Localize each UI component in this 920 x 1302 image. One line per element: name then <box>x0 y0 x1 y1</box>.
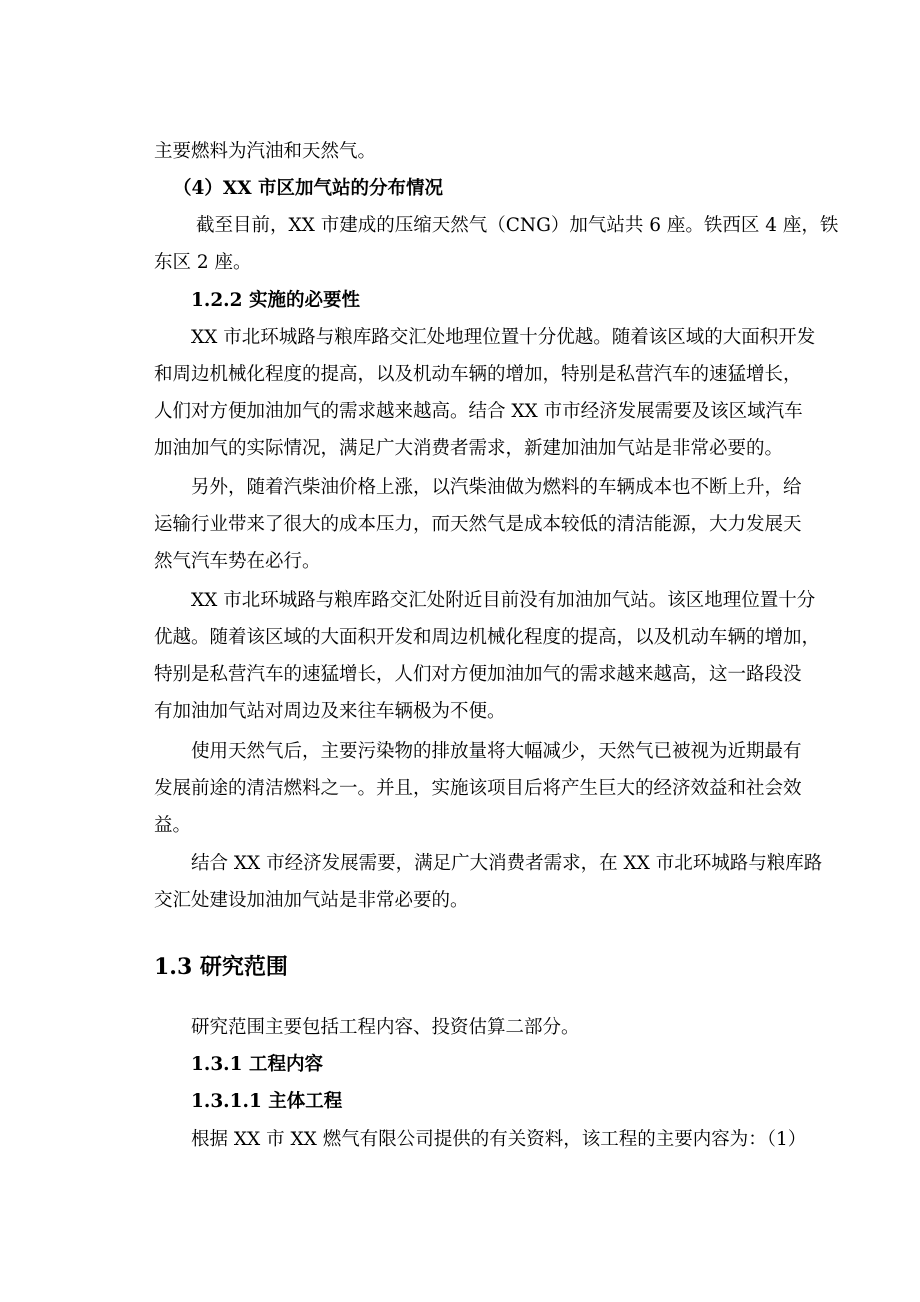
text-line: 结合 XX 市经济发展需要，满足广大消费者需求，在 XX 市北环城路与粮库路 <box>191 853 823 874</box>
text-line: 东区 2 座。 <box>154 252 252 273</box>
text-line: XX 市北环城路与粮库路交汇处地理位置十分优越。随着该区域的大面积开发 <box>191 327 816 348</box>
text-line: 和周边机械化程度的提高，以及机动车辆的增加，特别是私营汽车的速猛增长， <box>154 364 802 385</box>
text-line: 益。 <box>154 815 192 836</box>
text-line: 使用天然气后，主要污染物的排放量将大幅减少，天然气已被视为近期最有 <box>191 741 802 762</box>
text-line: 发展前途的清洁燃料之一。并且，实施该项目后将产生巨大的经济效益和社会效 <box>154 778 802 799</box>
text-line: XX 市北环城路与粮库路交汇处附近目前没有加油加气站。该区地理位置十分 <box>191 590 816 611</box>
text-line: 主要燃料为汽油和天然气。 <box>154 141 377 162</box>
text-line: 研究范围主要包括工程内容、投资估算二部分。 <box>191 1017 580 1038</box>
text-line: 根据 XX 市 XX 燃气有限公司提供的有关资料，该工程的主要内容为：（1） <box>191 1129 807 1150</box>
text-line: 特别是私营汽车的速猛增长，人们对方便加油加气的需求越来越高，这一路段没 <box>154 664 802 685</box>
section-heading-1-3: 1.3 研究范围 <box>154 954 288 980</box>
text-line: 人们对方便加油加气的需求越来越高。结合 XX 市市经济发展需要及该区域汽车 <box>154 401 803 422</box>
section-heading-1-3-1-1: 1.3.1.1 主体工程 <box>191 1091 343 1112</box>
subheading-cng-distribution: （4）XX 市区加气站的分布情况 <box>173 178 444 199</box>
text-line: 优越。随着该区域的大面积开发和周边机械化程度的提高，以及机动车辆的增加， <box>154 627 821 648</box>
text-line: 加油加气的实际情况，满足广大消费者需求，新建加油加气站是非常必要的。 <box>154 438 784 459</box>
text-line: 交汇处建设加油加气站是非常必要的。 <box>154 890 469 911</box>
section-heading-1-3-1: 1.3.1 工程内容 <box>191 1054 323 1075</box>
text-line: 截至目前，XX 市建成的压缩天然气（CNG）加气站共 6 座。铁西区 4 座，铁 <box>196 215 839 236</box>
text-line: 运输行业带来了很大的成本压力，而天然气是成本较低的清洁能源，大力发展天 <box>154 514 802 535</box>
section-heading-1-2-2: 1.2.2 实施的必要性 <box>191 290 360 311</box>
text-line: 另外，随着汽柴油价格上涨，以汽柴油做为燃料的车辆成本也不断上升，给 <box>191 477 802 498</box>
text-line: 然气汽车势在必行。 <box>154 551 321 572</box>
text-line: 有加油加气站对周边及来往车辆极为不便。 <box>154 701 506 722</box>
